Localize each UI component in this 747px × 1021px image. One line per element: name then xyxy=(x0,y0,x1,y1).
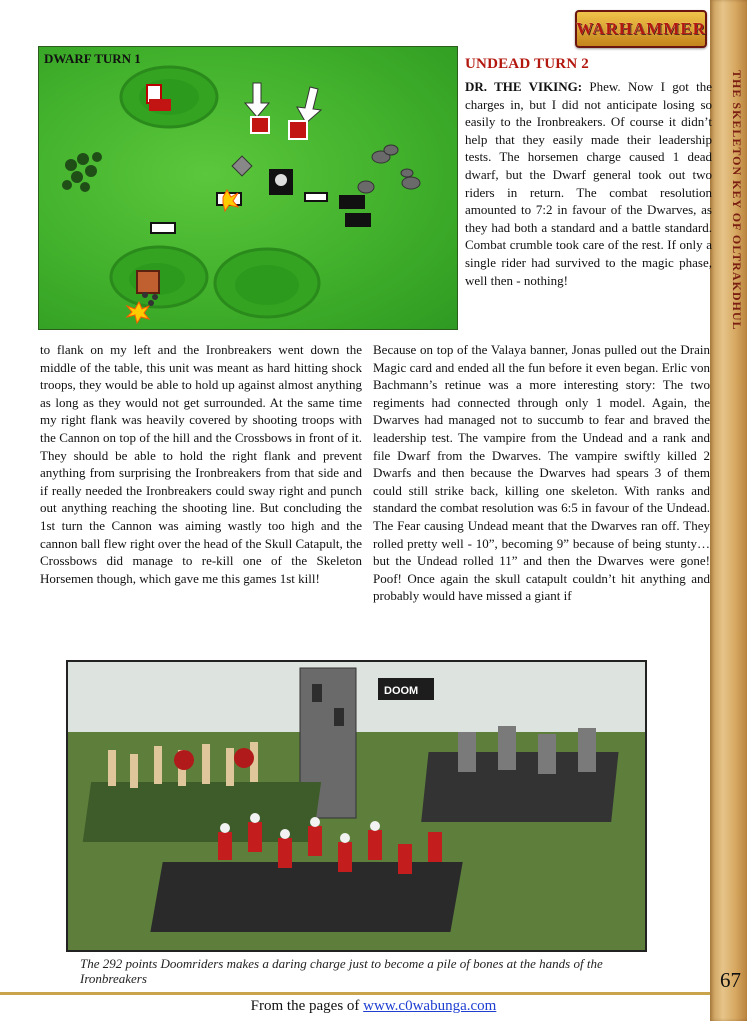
warhammer-logo xyxy=(575,10,707,48)
rocks-right xyxy=(358,145,420,193)
cannon-token xyxy=(232,156,252,176)
section-title: UNDEAD TURN 2 xyxy=(465,56,589,72)
article-text-left: to flank on my left and the Ironbreakers went down the middle of the table, this unit was meant as hard hitting shock troops, they would be able to hold up against almost anything as long as they would not get surrounded. At the same time my right flank was heavily covered by shooting troops with the Cannon on top of the hill and the Crossbows in front of it. They should be able to hold the right flank and prevent anything from surprising the Ironbreakers from that side and if really needed the Ironbreakers could sway right and punch out anything reaching the shooting line. But concluding the 1st turn the Cannon was aiming wastly too high and the cannon ball flew right over the head of the Skull Catapult, the Crossbows did manage to re-kill one of the Skeleton Horsemen though, which gave me this games 1st kill! xyxy=(40,342,362,586)
photo-scene xyxy=(68,662,645,950)
photo-caption: The 292 points Doomriders makes a daring charge just to become a pile of bones at the hands of the Ironbreakers xyxy=(80,956,603,986)
article-text-right-bottom: Because on top of the Valaya banner, Jonas pulled out the Drain Magic card and ended all the fun before it even began. Erlic von Bachmann’s retinue was a more interesting story: The two regiments had connected through only 1 model. Again, the Dwarves had managed not to succumb to fear and braved the leadership test. The vampire from the Undead and a rank and file Dwarf from the Dwarves. The vampire swiftly killed 2 Dwarfs and then because the Dwarves had spears 3 of them could still strike back, killing one skeleton. With ranks and standard the combat resolution was 6:5 in favour of the Undead. The Fear causing Undead meant that the Dwarves ran off. They rolled pretty well - 10”, becoming 9” because of being stunty… but the Undead rolled 11” and then the Dwarves were gone! Poof! Once again the skull catapult couldn’t hit anything and probably would have missed a giant if xyxy=(373,342,710,604)
photo-banner-text: DOOM xyxy=(384,685,419,697)
right-top-body: Phew. Now I got the charges in, but I did not anticipate losing so easily to the Ironbreakers. Of course it didn’t help that they easily made their leadership tests. The horsemen charge caused 1 dead dwarf, but the Dwarf general took out two riders in return. The combat resolution amounted to 7:2 in favour of the Dwarves, as they had both a standard and a battle standard. Combat crumble took care of the rest. If only a single rider had survived to the magic phase, well then - nothing! xyxy=(465,79,712,288)
footer-prefix: From the pages of xyxy=(250,998,364,1014)
footer xyxy=(0,998,747,1015)
woods-left xyxy=(62,152,102,192)
map-terrain xyxy=(39,47,457,329)
battle-map xyxy=(38,46,458,330)
map-title: DWARF TURN 1 xyxy=(44,51,141,66)
speaker-label: DR. THE VIKING: xyxy=(465,79,583,94)
banner-title: THE SKELETON KEY OF OLTRAKDHUL xyxy=(730,70,744,331)
footer-link[interactable]: www.c0wabunga.com xyxy=(363,998,497,1014)
page-number: 67 xyxy=(720,968,741,992)
dwarf-regiment-base xyxy=(150,862,462,932)
battle-photo xyxy=(66,660,647,952)
logo-text: WARHAMMER xyxy=(576,19,706,38)
article-text-right-top xyxy=(465,78,712,289)
footer-rule xyxy=(0,992,710,995)
undead-units xyxy=(151,169,371,233)
